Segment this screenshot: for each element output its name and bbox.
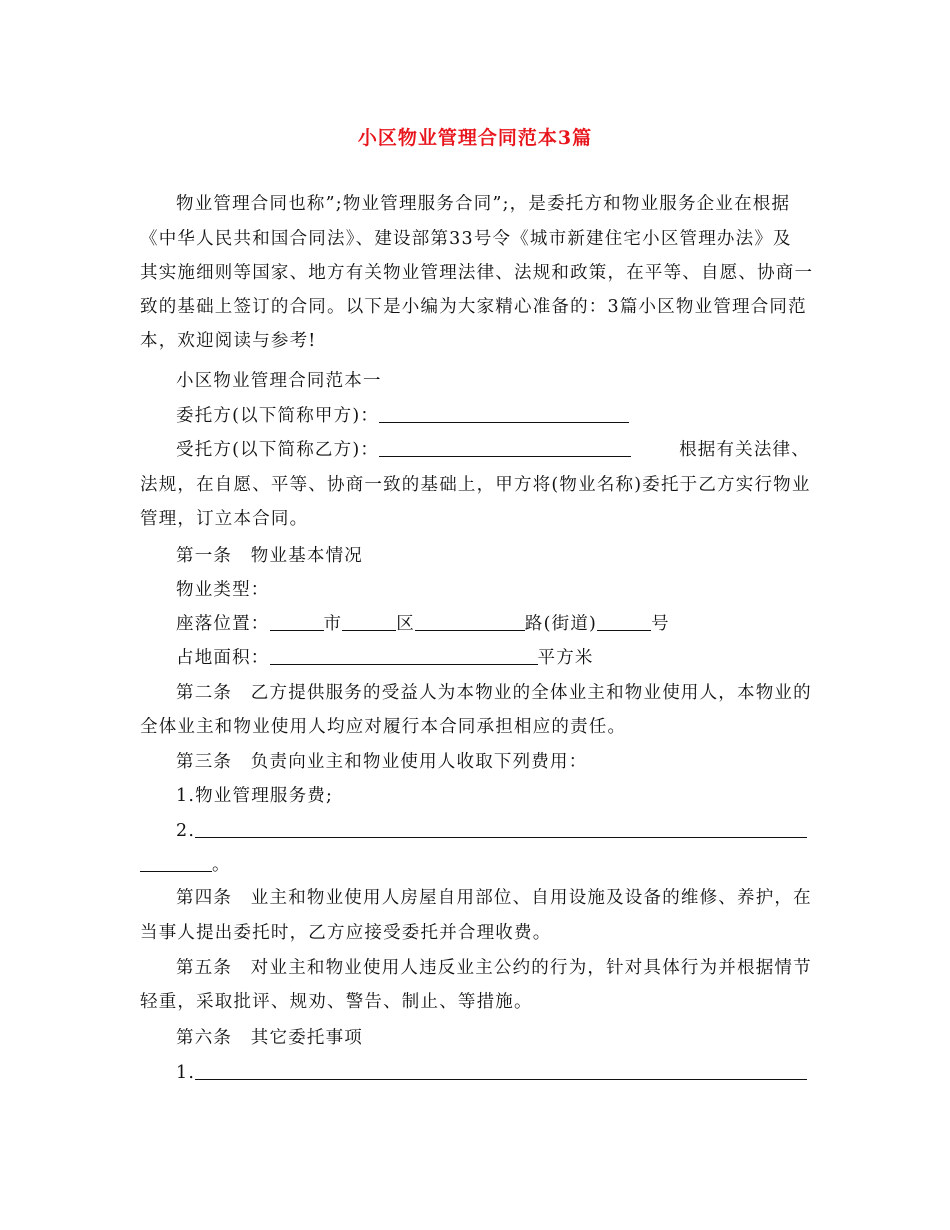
- other-item-1-line: [176, 1057, 816, 1090]
- fee-item-2-continuation: [140, 849, 815, 882]
- article-5-line-1: 第五条 对业主和物业使用人违反业主公约的行为，针对具体行为并根据情节: [176, 958, 812, 978]
- city-blank: [270, 612, 324, 631]
- article-4-line-2: 当事人提出委托时，乙方应接受委托并合理收费。: [140, 923, 552, 943]
- fee-item-2-line: [176, 815, 816, 848]
- article-5-line-2: 轻重，采取批评、规劝、警告、制止、等措施。: [140, 992, 533, 1012]
- intro-line-4: 致的基础上签订的合同。以下是小编为大家精心准备的：3篇小区物业管理合同范: [140, 297, 807, 317]
- intro-line-5: 本，欢迎阅读与参考!: [140, 331, 317, 351]
- number-label: 号: [651, 614, 670, 634]
- intro-line-3: 其实施细则等国家、地方有关物业管理法律、法规和政策，在平等、自愿、协商一: [140, 263, 814, 283]
- other-item-1-blank: [195, 1061, 807, 1080]
- intro-line-2: 《中华人民共和国合同法》、建设部第33号令《城市新建住宅小区管理办法》及: [140, 229, 792, 249]
- district-label: 区: [396, 614, 415, 634]
- road-blank: [415, 612, 525, 631]
- area-unit: 平方米: [537, 648, 594, 668]
- article-2-line-1: 第二条 乙方提供服务的受益人为本物业的全体业主和物业使用人，本物业的: [176, 683, 812, 703]
- party-b-blank: [379, 438, 631, 457]
- article-4-line-1: 第四条 业主和物业使用人房屋自用部位、自用设施及设备的维修、养护，在: [176, 888, 812, 908]
- fee-item-2-blank: [195, 819, 807, 838]
- article-6-heading: 第六条 其它委托事项: [176, 1028, 363, 1048]
- article-3-heading: 第三条 负责向业主和物业使用人收取下列费用：: [176, 752, 588, 772]
- basis-line-1: 法规，在自愿、平等、协商一致的基础上，甲方将(物业名称)委托于乙方实行物业: [140, 475, 811, 495]
- article-2-line-2: 全体业主和物业使用人均应对履行本合同承担相应的责任。: [140, 717, 627, 737]
- location-line: [176, 608, 816, 641]
- area-blank: [270, 646, 538, 665]
- party-a-line: [176, 400, 816, 433]
- basis-line-2: 管理，订立本合同。: [140, 509, 309, 529]
- party-b-label: 受托方(以下简称乙方)：: [176, 440, 380, 460]
- other-item-1-number: 1.: [176, 1063, 196, 1083]
- location-label: 座落位置：: [176, 614, 270, 634]
- city-label: 市: [323, 614, 343, 634]
- section-heading: 小区物业管理合同范本一: [176, 371, 382, 391]
- article-1-heading: 第一条 物业基本情况: [176, 546, 363, 566]
- area-line: [176, 642, 816, 675]
- fee-item-2-end: 。: [212, 855, 231, 875]
- party-b-line: [176, 434, 816, 467]
- number-blank: [597, 612, 651, 631]
- document-title: 小区物业管理合同范本3篇: [357, 127, 593, 149]
- party-b-continuation: 根据有关法律、: [679, 440, 810, 460]
- fee-item-2-blank-cont: [140, 853, 212, 872]
- area-label: 占地面积：: [176, 648, 270, 668]
- party-a-blank: [379, 404, 629, 423]
- district-blank: [342, 612, 396, 631]
- fee-item-1: 1.物业管理服务费;: [176, 786, 334, 806]
- party-a-label: 委托方(以下简称甲方)：: [176, 406, 380, 426]
- property-type-line: 物业类型：: [176, 580, 270, 600]
- intro-line-1: 物业管理合同也称”;物业管理服务合同”;，是委托方和物业服务企业在根据: [176, 194, 791, 214]
- fee-item-2-number: 2.: [176, 821, 196, 841]
- road-label: 路(街道): [524, 614, 598, 634]
